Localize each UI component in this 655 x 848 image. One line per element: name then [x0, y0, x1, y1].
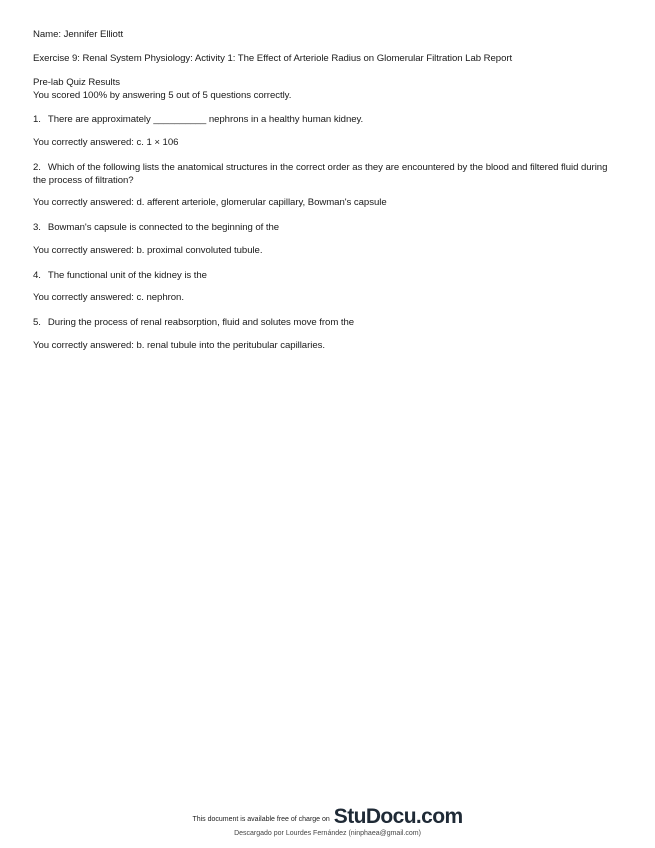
question-answer: You correctly answered: c. nephron.	[33, 292, 184, 304]
question-answer: You correctly answered: b. renal tubule into the peritubular capillaries.	[33, 339, 325, 351]
question-2	[33, 161, 623, 210]
question-3	[33, 221, 623, 257]
downloaded-by: Descargado por Lourdes Fernández (ninphaea@gmail.com)	[234, 830, 421, 837]
student-name: Name: Jennifer Elliott	[33, 29, 124, 40]
question-text	[33, 161, 623, 187]
question-number: 5.	[33, 317, 41, 329]
question-prompt: The functional unit of the kidney is the	[47, 269, 207, 281]
question-text	[33, 316, 623, 329]
footer-availability	[0, 804, 655, 828]
question-1	[33, 113, 623, 149]
question-answer: You correctly answered: c. 1 × 106	[33, 136, 179, 148]
question-number: 4.	[33, 269, 41, 281]
document-body	[33, 28, 623, 364]
question-number: 3.	[33, 222, 41, 234]
question-text	[33, 221, 623, 234]
question-number: 2.	[33, 161, 41, 173]
quiz-score: You scored 100% by answering 5 out of 5 questions correctly.	[33, 90, 292, 101]
question-text	[33, 113, 623, 126]
quiz-results-heading: Pre-lab Quiz Results	[33, 77, 120, 88]
question-answer: You correctly answered: d. afferent arteriole, glomerular capillary, Bowman's capsule	[33, 197, 387, 209]
question-4	[33, 269, 623, 305]
question-prompt: During the process of renal reabsorption, fluid and solutes move from the	[47, 317, 355, 329]
question-number: 1.	[33, 114, 41, 125]
question-prompt: Which of the following lists the anatomical structures in the correct order as they are encountered by the blood and filtered fluid during the process of filtration?	[33, 161, 608, 186]
question-text	[33, 269, 623, 282]
question-answer: You correctly answered: b. proximal convoluted tubule.	[33, 244, 263, 256]
studocu-footer	[0, 804, 655, 837]
lab-report-title: Exercise 9: Renal System Physiology: Activity 1: The Effect of Arteriole Radius on Glomerular Filtration Lab Report	[33, 53, 513, 64]
question-5	[33, 316, 623, 352]
studocu-logo[interactable]: StuDocu.com	[333, 805, 463, 828]
question-prompt: There are approximately __________ nephrons in a healthy human kidney.	[47, 114, 364, 125]
question-prompt: Bowman's capsule is connected to the beginning of the	[47, 222, 280, 234]
quiz-summary	[33, 76, 623, 102]
availability-text: This document is available free of charge on	[192, 816, 330, 823]
